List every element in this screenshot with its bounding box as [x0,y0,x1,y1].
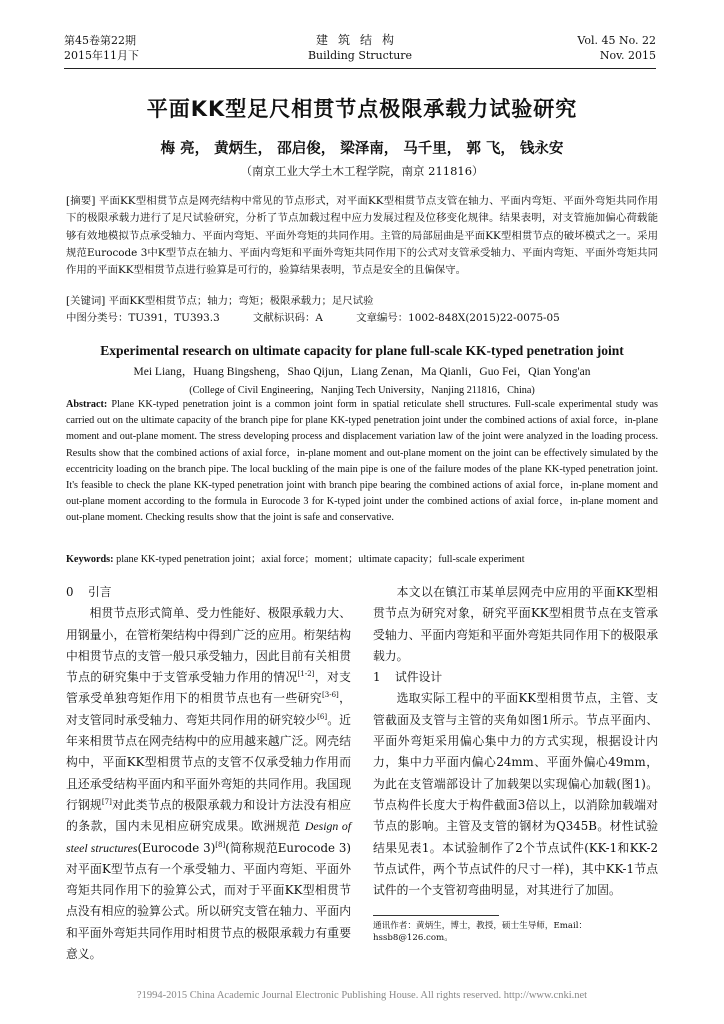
section-0-title: 引言 [88,585,112,599]
english-title: Experimental research on ultimate capacity for plane full-scale KK-typed penetration joint [100,343,624,358]
keywords-en-text: plane KK-typed penetration joint；axial force；moment；ultimate capacity；full-scale experiment [116,554,525,565]
english-affiliation: (College of Civil Engineering，Nanjing Tech University，Nanjing 211816，China) [189,385,535,396]
section-1-title: 试件设计 [395,670,443,685]
publication-date-en: Nov. 2015 [599,49,656,62]
classification-line [66,310,658,326]
intro-text-c: ，对支管同时承受轴力、弯矩共同作用的研究较少 [66,691,351,727]
intro-paragraph-1 [66,603,351,965]
corresponding-author-footnote: 通讯作者：黄炳生，博士，教授，硕士生导师，Email：hssb8@126.com。 [373,921,588,943]
affiliation: （南京工业大学土木工程学院，南京 211816） [240,164,484,178]
section-0-heading [66,582,351,603]
doc-code-value: A [315,312,323,324]
intro-text-e: 对此类节点的极限承载力和设计方法没有相应的条款，国内未见相应研究成果。欧洲规范 [66,797,351,834]
section-1-number: 1 [373,670,381,685]
keywords-en [66,552,658,568]
eurocode-title: Design of steel structures [66,819,352,855]
keywords-cn [66,293,658,309]
citation-6: [6] [317,712,328,721]
english-authors: Mei Liang，Huang Bingsheng，Shao Qijun，Liang Zenan，Ma Qianli，Guo Fei，Qian Yong'an [133,366,591,378]
keywords-en-label: Keywords: [66,554,114,565]
abstract-cn-label: [摘要] [66,195,96,207]
author-list: 梅 亮， 黄炳生， 邵启俊， 梁泽南， 马千里， 郭 飞， 钱永安 [160,141,564,157]
body-column-right [373,582,658,901]
paper-title: 平面KK型足尺相贯节点极限承载力试验研究 [146,97,578,121]
volume-issue: 第45卷第22期 [64,34,136,47]
citation-7: [7] [101,798,112,807]
publication-date-cn: 2015年11月下 [64,49,139,62]
copyright-footer: ?1994-2015 China Academic Journal Electronic Publishing House. All rights reserved. http://www.cnki.net [136,990,588,1001]
header-right [577,33,656,63]
section-0-number: 0 [66,585,74,599]
intro-text-b: ，对支管承受单独弯矩作用下的相贯节点也有一些研究 [66,670,351,706]
intro-text-d: 。近年来相贯节点在网壳结构中的应用越来越广泛。网壳结构中，平面KK型相贯节点的支管不仅承受轴力作用而且还承受结构平面内和平面外弯矩的共同作用。我国现行钢规 [66,712,351,812]
journal-name-en: Building Structure [307,49,413,62]
footnote-rule [373,915,499,916]
intro-paragraph-2: 本文以在镇江市某单层网壳中应用的平面KK型相贯节点为研究对象，研究平面KK型相贯节点在支管承受轴力、平面内弯矩和平面外弯矩共同作用下的极限承载力。 [373,585,658,663]
keywords-cn-label: [关键词] [66,295,106,307]
abstract-cn-text: 平面KK型相贯节点是网壳结构中常见的节点形式，对平面KK型相贯节点支管在轴力、平面内弯矩、平面外弯矩共同作用下的极限承载力进行了足尺试验研究，分析了节点加载过程中应力发展过程及位移变化规律。结果表明，对支管施加偏心荷载能够有效地模拟节点承受轴力、平面内弯矩、平面外弯矩的共同作用。主管的局部屈曲是平面KK型相贯节点的破坏模式之一。采用规范Eurocode 3中K型节点在轴力、平面内弯矩和平面外弯矩共同作用下的公式对支管承受轴力、平面内弯矩、平面外弯矩共同作用的平面KK型相贯节点进行验算是可行的，验算结果表明，节点是安全的且偏保守。 [66,195,659,277]
abstract-cn [66,193,658,279]
citation-1-2: [1-2] [297,670,315,679]
section-1-heading [373,667,658,688]
abstract-en-text: Plane KK-typed penetration joint is a common joint form in spatial reticulate shell structures. Full-scale experimental study was carried out on the ultimate capacity of the branch pipe for plane KK-typed penetration joint under the combined actions of axial force，in-plane moment and out-plane moment. The stress developing process and displacement variation law of the joint were analyzed in the loading process. Results show that the combined actions of axial force，in-plane moment and out-plane moment on the joint can be effectively simulated by the eccentricity loading on the branch pipe. The local buckling of the main pipe is one of the failure modes of the plane KK-typed penetration joint. It's feasible to check the plane KK-typed penetration joint with branch pipe bearing the combined actions of axial force，in-plane moment and out-plane moment according to the formula in Eurocode 3 for K-typed joint under the combined actions of axial force，in-plane moment and out-plane moment. Checking results show that the joint is safe and conservative. [66,399,658,524]
doc-code-label: 文献标识码： [253,312,316,324]
keywords-cn-text: 平面KK型相贯节点；轴力；弯矩；极限承载力；足尺试验 [108,295,374,307]
citation-8: [8] [215,840,226,849]
body-column-left [66,582,351,965]
journal-name-cn: 建筑结构 [315,33,404,47]
running-header [64,33,656,65]
abstract-en [66,397,658,527]
header-rule [64,68,656,69]
citation-3-6: [3-6] [322,691,339,700]
design-paragraph-1: 选取实际工程中的平面KK型相贯节点，主管、支管截面及支管与主管的夹角如图1所示。节点平面内、平面外弯矩采用偏心集中力的方式实现，根据设计内力，集中力平面内偏心24mm、平面外偏心49mm，为此在支管端部设计了加载架以实现偏心加载(图1)。节点构件长度大于构件截面3倍以上，以消除加载端对节点的影响。主管及支管的钢材为Q345B。材性试验结果见表1。本试验制作了2个节点试件(KK-1和KK-2节点试件，两个节点试件的尺寸一样)，其中KK-1节点试件的一个支管初弯曲明显，对其进行了加固。 [373,691,658,898]
volume-issue-en: Vol. 45 No. 22 [577,34,656,47]
intro-text-f: (Eurocode 3) [137,840,216,855]
article-no-label: 文章编号： [356,312,409,324]
intro-text-g: (简称规范Eurocode 3)对平面K型节点有一个承受轴力、平面内弯矩、平面外弯矩共同作用下的验算公式，而对于平面KK型相贯节点没有相应的验算公式。所以研究支管在轴力、平面内和平面外弯矩共同作用时相贯节点的极限承载力有重要意义。 [66,840,351,962]
clc-value: TU391，TU393.3 [128,312,220,324]
abstract-en-label: Abstract: [66,399,108,410]
clc-label: 中图分类号： [66,312,129,324]
header-center [64,33,656,63]
intro-text-a: 相贯节点形式简单、受力性能好、极限承载力大、用钢量小，在管桁架结构中得到广泛的应用。桁架结构中相贯节点的支管一般只承受轴力，因此目前有关相贯节点的研究集中于支管承受轴力作用的情况 [66,606,351,685]
article-no-value: 1002-848X(2015)22-0075-05 [408,312,560,324]
